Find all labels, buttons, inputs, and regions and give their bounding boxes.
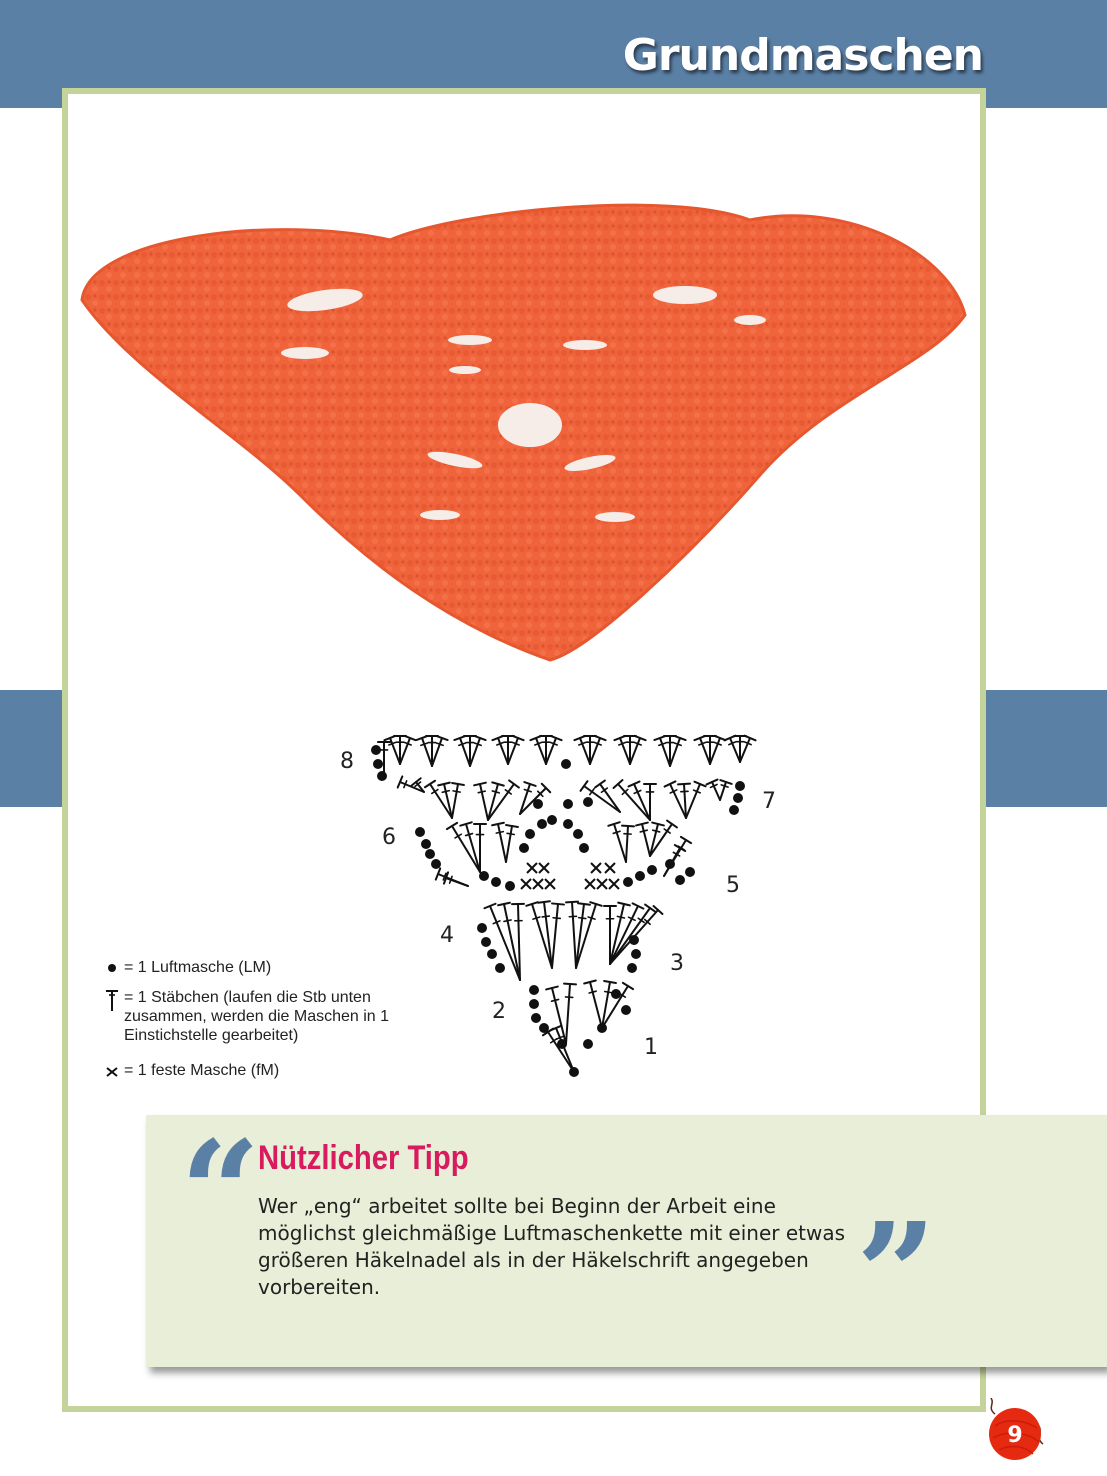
double-crochet-stitch (610, 903, 630, 964)
chain-stitch (373, 759, 383, 769)
chain-stitch (685, 867, 695, 877)
chain-stitch (533, 799, 543, 809)
double-crochet-stitch (694, 736, 710, 764)
row-number-label: 5 (726, 873, 740, 898)
double-crochet-stitch (590, 736, 606, 764)
single-crochet-stitch (527, 863, 537, 873)
chain-stitch (415, 827, 425, 837)
chain-stitch (529, 985, 539, 995)
single-crochet-stitch (597, 879, 607, 889)
double-crochet-stitch (665, 781, 686, 818)
double-crochet-stitch (564, 984, 576, 1044)
double-crochet-stitch (432, 736, 448, 766)
chain-stitch (431, 859, 441, 869)
legend-text: = 1 Stäbchen (laufen die Stb unten zusammen, werden die Maschen in 1 Einstichstelle gearbeitet) (124, 989, 390, 1044)
chain-stitch (547, 815, 557, 825)
chain-stitch (495, 963, 505, 973)
chain-stitch (487, 949, 497, 959)
double-crochet-stitch (654, 736, 670, 766)
double-crochet-stitch (552, 903, 564, 968)
double-crochet-stitch (664, 736, 676, 766)
double-crochet-stitch (400, 736, 416, 764)
single-crochet-stitch (521, 879, 531, 889)
double-crochet-stitch (584, 980, 602, 1028)
chain-stitch (573, 829, 583, 839)
double-crochet-stitch (624, 736, 636, 764)
chain-stitch (733, 793, 743, 803)
crochet-photo (70, 195, 970, 675)
double-crochet-stitch (720, 780, 732, 800)
double-crochet-stitch (614, 736, 630, 764)
row-number-label: 3 (670, 951, 684, 976)
double-crochet-stitch (452, 783, 464, 818)
double-crochet-stitch (460, 822, 480, 872)
single-crochet-stitch (539, 863, 549, 873)
yarn-thread-icon (991, 1398, 995, 1414)
double-crochet-stitch (707, 780, 720, 800)
single-crochet-cross-icon (100, 1061, 124, 1081)
double-crochet-stitch (416, 736, 432, 766)
single-crochet-stitch (605, 863, 615, 873)
legend-item-single-crochet (100, 1061, 430, 1081)
double-crochet-stitch (630, 736, 646, 764)
chain-stitch (529, 999, 539, 1009)
legend-text: = 1 Luftmasche (LM) (124, 959, 272, 976)
double-crochet-stitch (464, 736, 476, 766)
chain-stitch (477, 923, 487, 933)
chain-stitch (631, 949, 641, 959)
double-crochet-stitch (602, 981, 616, 1028)
double-crochet-stitch (454, 736, 470, 766)
chain-stitch (621, 1005, 631, 1015)
page-number-badge (985, 1398, 1045, 1468)
row-number-label: 2 (492, 999, 506, 1024)
row-number-label: 1 (644, 1035, 658, 1060)
double-crochet-stitch (394, 736, 406, 764)
double-crochet-stitch (566, 902, 578, 968)
chain-stitch (611, 989, 621, 999)
double-crochet-stitch (584, 736, 596, 764)
chain-stitch (371, 745, 381, 755)
legend-item-chain (100, 958, 430, 978)
symbol-legend (100, 958, 430, 1091)
tip-box (146, 1111, 1107, 1367)
single-crochet-stitch (591, 863, 601, 873)
double-crochet-stitch (608, 822, 626, 862)
double-crochet-stitch (670, 736, 686, 766)
double-crochet-stitch (492, 736, 508, 764)
double-crochet-stitch (474, 783, 488, 820)
chain-stitch (505, 881, 515, 891)
double-crochet-stitch (502, 736, 514, 764)
double-crochet-stitch (506, 825, 518, 862)
double-crochet-stitch (492, 823, 506, 862)
chain-stitch (531, 1013, 541, 1023)
double-crochet-stitch (538, 901, 552, 968)
double-crochet-stitch (710, 736, 726, 764)
chain-dot-icon (100, 958, 124, 978)
chain-stitch (623, 877, 633, 887)
chain-stitch (563, 819, 573, 829)
double-crochet-stitch (426, 736, 438, 766)
chain-stitch (425, 849, 435, 859)
double-crochet-stitch (447, 823, 480, 872)
double-crochet-stitch (508, 736, 524, 764)
double-crochet-stitch (520, 782, 536, 814)
chain-stitch (635, 871, 645, 881)
double-crochet-stitch (686, 782, 706, 818)
double-crochet-stitch (470, 736, 486, 766)
chain-stitch (675, 875, 685, 885)
double-crochet-icon (100, 988, 124, 1008)
double-crochet-stitch (740, 736, 756, 762)
chain-stitch (647, 865, 657, 875)
chain-stitch (735, 781, 745, 791)
tip-title: Nützlicher Tipp (258, 1139, 469, 1177)
double-crochet-stitch (704, 736, 716, 764)
chain-stitch (563, 799, 573, 809)
double-crochet-stitch (546, 736, 562, 764)
chain-stitch (627, 963, 637, 973)
open-quote-icon: “ (180, 1111, 261, 1275)
tip-text: Wer „eng“ arbeitet sollte bei Beginn der Arbeit eine möglichst gleichmäßige Luftmaschenkette mit einer etwas größeren Häkelnadel als in der Häkelschrift angegeben vorbereiten. (258, 1194, 846, 1299)
chain-stitch (519, 843, 529, 853)
single-crochet-stitch (585, 879, 595, 889)
chain-stitch (525, 829, 535, 839)
chain-stitch (539, 1023, 549, 1033)
close-quote-icon: ” (856, 1193, 937, 1357)
chain-stitch (377, 771, 387, 781)
row-number-label: 4 (440, 923, 454, 948)
double-crochet-stitch (724, 736, 740, 762)
chain-stitch (579, 843, 589, 853)
double-crochet-stitch (530, 736, 546, 764)
chain-stitch (537, 819, 547, 829)
double-crochet-stitch (574, 736, 590, 764)
single-crochet-stitch (533, 879, 543, 889)
chain-stitch (421, 839, 431, 849)
double-crochet-stitch (636, 823, 650, 856)
chain-stitch (729, 805, 739, 815)
single-crochet-stitch (545, 879, 555, 889)
double-crochet-stitch (734, 736, 746, 762)
double-crochet-stitch (540, 736, 552, 764)
chain-stitch (561, 759, 571, 769)
chain-stitch (491, 877, 501, 887)
legend-item-double-crochet (100, 988, 430, 1045)
double-crochet-stitch (444, 872, 468, 886)
chain-stitch (583, 1039, 593, 1049)
page-number: 9 (1007, 1423, 1023, 1448)
row-number-label: 8 (340, 749, 354, 774)
single-crochet-stitch (609, 879, 619, 889)
chain-stitch (481, 937, 491, 947)
chain-stitch (583, 797, 593, 807)
row-number-label: 7 (762, 789, 776, 814)
legend-text: = 1 feste Masche (fM) (124, 1062, 280, 1079)
row-number-label: 6 (382, 825, 396, 850)
page-title: Grundmaschen (622, 30, 983, 81)
